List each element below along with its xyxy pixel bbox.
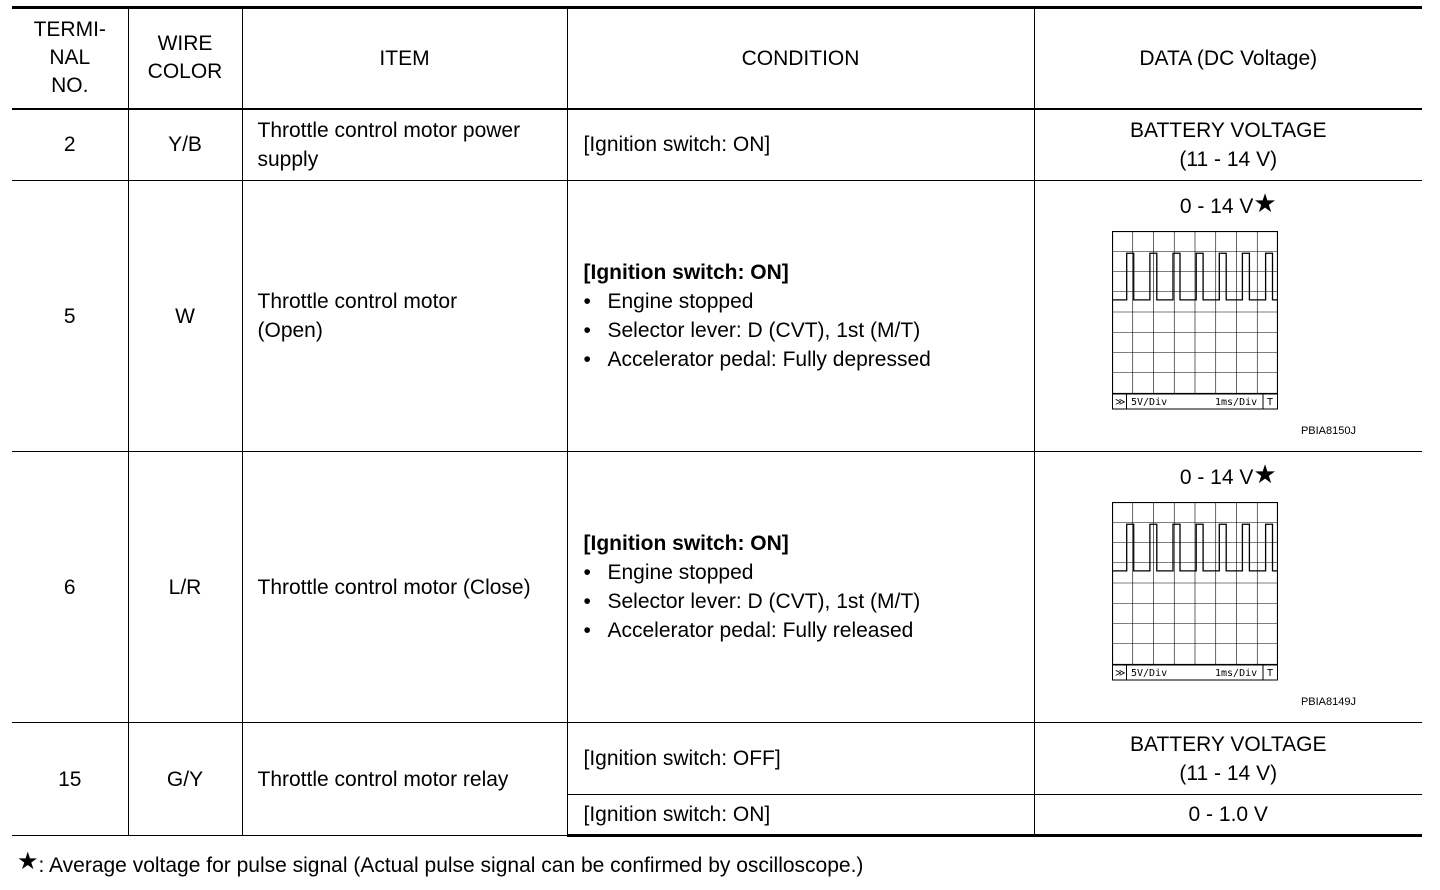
header-wire-line: COLOR [147,60,223,84]
oscilloscope-waveform [1112,231,1278,411]
item-cell [242,109,567,181]
data-cell [1034,795,1422,836]
star-icon: ★ [17,848,39,875]
header-data: DATA (DC Voltage) [1034,8,1422,109]
scope-right-label: 1ms/Div [1214,397,1257,408]
header-wire-color [128,8,242,109]
voltage-value [1035,188,1423,221]
data-line: BATTERY VOLTAGE [1130,118,1327,142]
item-line: Throttle control motor [257,290,458,313]
condition-cell: [Ignition switch: ON] [567,795,1034,836]
wire-color: Y/B [128,109,242,181]
header-terminal-line: TERMI- [33,18,106,42]
condition-cell [567,452,1034,723]
condition-bullet: • Engine stopped [584,558,1034,587]
condition-heading: [Ignition switch: ON] [583,261,789,284]
condition-cell: [Ignition switch: OFF] [567,723,1034,795]
condition-bullet: • Selector lever: D (CVT), 1st (M/T) [584,587,1034,616]
data-cell [1034,723,1422,795]
item-line: Throttle control motor (Close) [257,575,531,599]
table-row [12,109,1422,181]
terminal-data-table [12,6,1422,837]
scope-corner-left: ≫ [1114,668,1125,679]
terminal-no: 15 [12,723,128,836]
header-row [12,8,1422,109]
condition-bullet: • Engine stopped [584,287,1034,316]
condition-cell [567,181,1034,452]
footnote-text: : Average voltage for pulse signal (Actual pulse signal can be confirmed by oscilloscope.) [38,854,864,877]
scope-right-label: 1ms/Div [1214,668,1257,679]
figure-reference: PBIA8149J [1300,696,1356,708]
scope-corner-right: T [1266,668,1273,679]
condition-list [584,287,1034,374]
item-line: supply [257,147,319,171]
condition-cell: [Ignition switch: ON] [567,109,1034,181]
condition-list [584,558,1034,645]
condition-heading: [Ignition switch: ON] [583,532,789,555]
item-line: (Open) [257,319,323,342]
item-cell [242,723,567,836]
oscilloscope-waveform [1112,502,1278,682]
voltage-text: 0 - 14 V [1179,195,1254,218]
header-condition: CONDITION [567,8,1034,109]
data-cell [1034,452,1422,723]
terminal-no: 5 [12,181,128,452]
terminal-no: 6 [12,452,128,723]
data-line: (11 - 14 V) [1179,147,1278,171]
header-terminal-no [12,8,128,109]
condition-bullet: • Accelerator pedal: Fully depressed [584,345,1034,374]
header-item: ITEM [242,8,567,109]
item-line: Throttle control motor relay [257,767,509,791]
header-terminal-line: NO. [51,74,89,98]
figure-reference: PBIA8150J [1300,425,1356,437]
scope-left-label: 5V/Div [1130,668,1167,679]
data-line: (11 - 14 V) [1179,761,1278,785]
voltage-text: 0 - 14 V [1179,466,1254,489]
item-cell [242,181,567,452]
scope-left-label: 5V/Div [1130,397,1167,408]
star-icon: ★ [1253,459,1277,489]
table-row [12,723,1422,795]
condition-bullet: • Selector lever: D (CVT), 1st (M/T) [584,316,1034,345]
scope-corner-left: ≫ [1114,397,1125,408]
header-terminal-line: NAL [49,46,91,70]
item-line: Throttle control motor power [257,118,521,142]
star-icon: ★ [1253,188,1277,218]
condition-bullet: • Accelerator pedal: Fully released [584,616,1034,645]
header-wire-line: WIRE [157,32,213,56]
data-line: 0 - 1.0 V [1188,803,1268,826]
table-row [12,181,1422,452]
scope-corner-right: T [1266,397,1273,408]
terminal-no: 2 [12,109,128,181]
data-line: BATTERY VOLTAGE [1130,732,1327,756]
data-cell [1034,181,1422,452]
wire-color: W [128,181,242,452]
voltage-value [1035,459,1423,492]
table-row [12,452,1422,723]
wire-color: G/Y [128,723,242,836]
footnote [17,848,864,881]
wire-color: L/R [128,452,242,723]
item-cell [242,452,567,723]
data-cell [1034,109,1422,181]
